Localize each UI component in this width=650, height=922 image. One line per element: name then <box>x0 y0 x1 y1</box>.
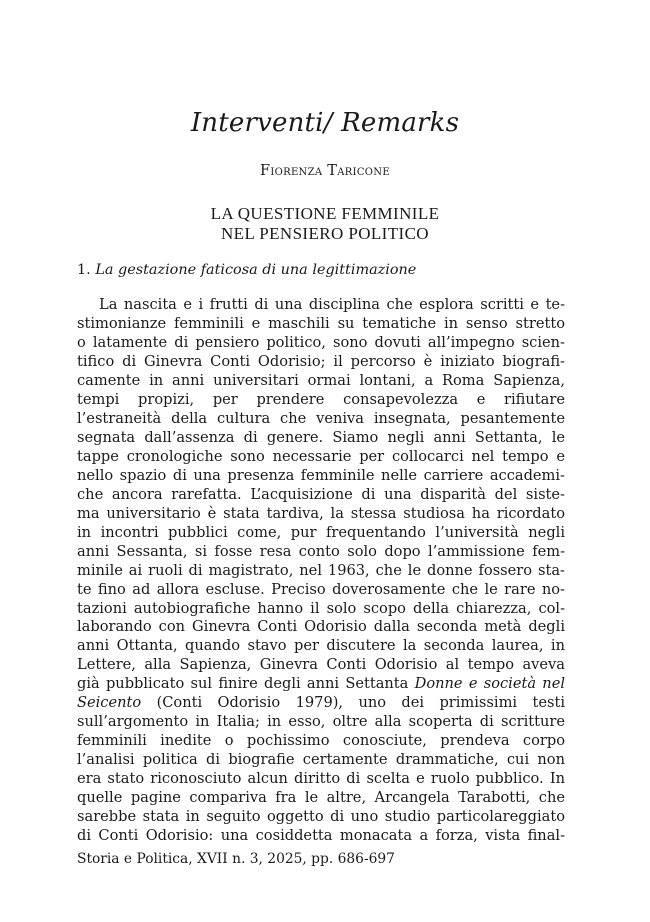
body-line: di Conti Odorisio: una cosiddetta monacata a forza, vista final- <box>77 827 565 845</box>
body-line: quelle pagine compariva fra le altre, Arcangela Tarabotti, che <box>77 789 565 807</box>
body-line: anni Sessanta, si fosse resa conto solo dopo l’ammissione fem- <box>77 542 565 560</box>
body-line: tappe cronologiche sono necessarie per collocarci nel tempo e <box>77 447 565 465</box>
body-line: camente in anni universitari ormai lontani, a Roma Sapienza, <box>77 371 565 389</box>
body-line: tifico di Ginevra Conti Odorisio; il percorso è iniziato biografi- <box>77 352 565 370</box>
body-line: l’estraneità della cultura che veniva insegnata, pesantemente <box>77 409 565 427</box>
body-line: Lettere, alla Sapienza, Ginevra Conti Odorisio al tempo aveva <box>77 656 565 674</box>
body-line: anni Ottanta, quando stavo per discutere la seconda laurea, in <box>77 637 565 655</box>
section-number: 1. <box>77 262 91 278</box>
body-line: ma universitario è stata tardiva, la stessa studiosa ha ricordato <box>77 504 565 522</box>
body-line: in incontri pubblici come, pur frequentando l’università negli <box>77 523 565 541</box>
body-line-text: (Conti Odorisio 1979), uno dei primissimi testi <box>156 694 565 712</box>
body-line: femminili inedite o pochissimo conosciute, prendeva corpo <box>77 732 565 750</box>
book-title-italic: Donne e società nel <box>414 675 565 693</box>
body-line: l’analisi politica di biografie certamente drammatiche, cui non <box>77 751 565 769</box>
body-line: stimonianze femminili e maschili su tematiche in senso stretto <box>77 314 565 332</box>
body-line: La nascita e i frutti di una disciplina che esplora scritti e te- <box>99 296 565 313</box>
body-line: tazioni autobiografiche hanno il solo scopo della chiarezza, col- <box>77 599 565 617</box>
section-title: La gestazione faticosa di una legittimazione <box>95 262 417 278</box>
body-line <box>77 694 565 713</box>
body-text <box>77 296 565 846</box>
article-title-line-2: NEL PENSIERO POLITICO <box>221 224 429 243</box>
book-title-italic: Seicento <box>77 694 142 712</box>
journal-section-heading: Interventi/ Remarks <box>190 108 460 138</box>
body-line: che ancora rarefatta. L’acquisizione di una disparità del siste- <box>77 485 565 503</box>
body-line: o latamente di pensiero politico, sono dovuti all’impegno scien- <box>77 333 565 351</box>
article-title-line-1: LA QUESTIONE FEMMINILE <box>210 204 440 223</box>
body-line: segnata dall’assenza di genere. Siamo negli anni Settanta, le <box>77 428 565 446</box>
body-line: minile ai ruoli di magistrato, nel 1963, che le donne fossero sta- <box>77 561 565 579</box>
body-line: laborando con Ginevra Conti Odorisio dalla seconda metà degli <box>77 618 565 636</box>
body-line: sull’argomento in Italia; in esso, oltre alla scoperta di scritture <box>77 713 565 731</box>
body-line-text: già pubblicato sul finire degli anni Settanta <box>77 675 409 693</box>
journal-citation-footer: Storia e Politica, XVII n. 3, 2025, pp. 686-697 <box>77 851 395 867</box>
body-line: te fino ad allora escluse. Preciso doverosamente che le rare no- <box>77 580 565 598</box>
body-line: sarebbe stata in seguito oggetto di uno studio particolareggiato <box>77 808 565 826</box>
author-name: Fiorenza Taricone <box>260 163 390 179</box>
body-line: tempi propizi, per prendere consapevolezza e rifiutare <box>77 390 565 408</box>
section-heading <box>77 262 416 278</box>
body-line: nello spazio di una presenza femminile nelle carriere accademi- <box>77 466 565 484</box>
body-line <box>77 675 565 694</box>
article-title <box>0 204 650 244</box>
body-line: era stato riconosciuto alcun diritto di scelta e ruolo pubblico. In <box>77 770 565 788</box>
